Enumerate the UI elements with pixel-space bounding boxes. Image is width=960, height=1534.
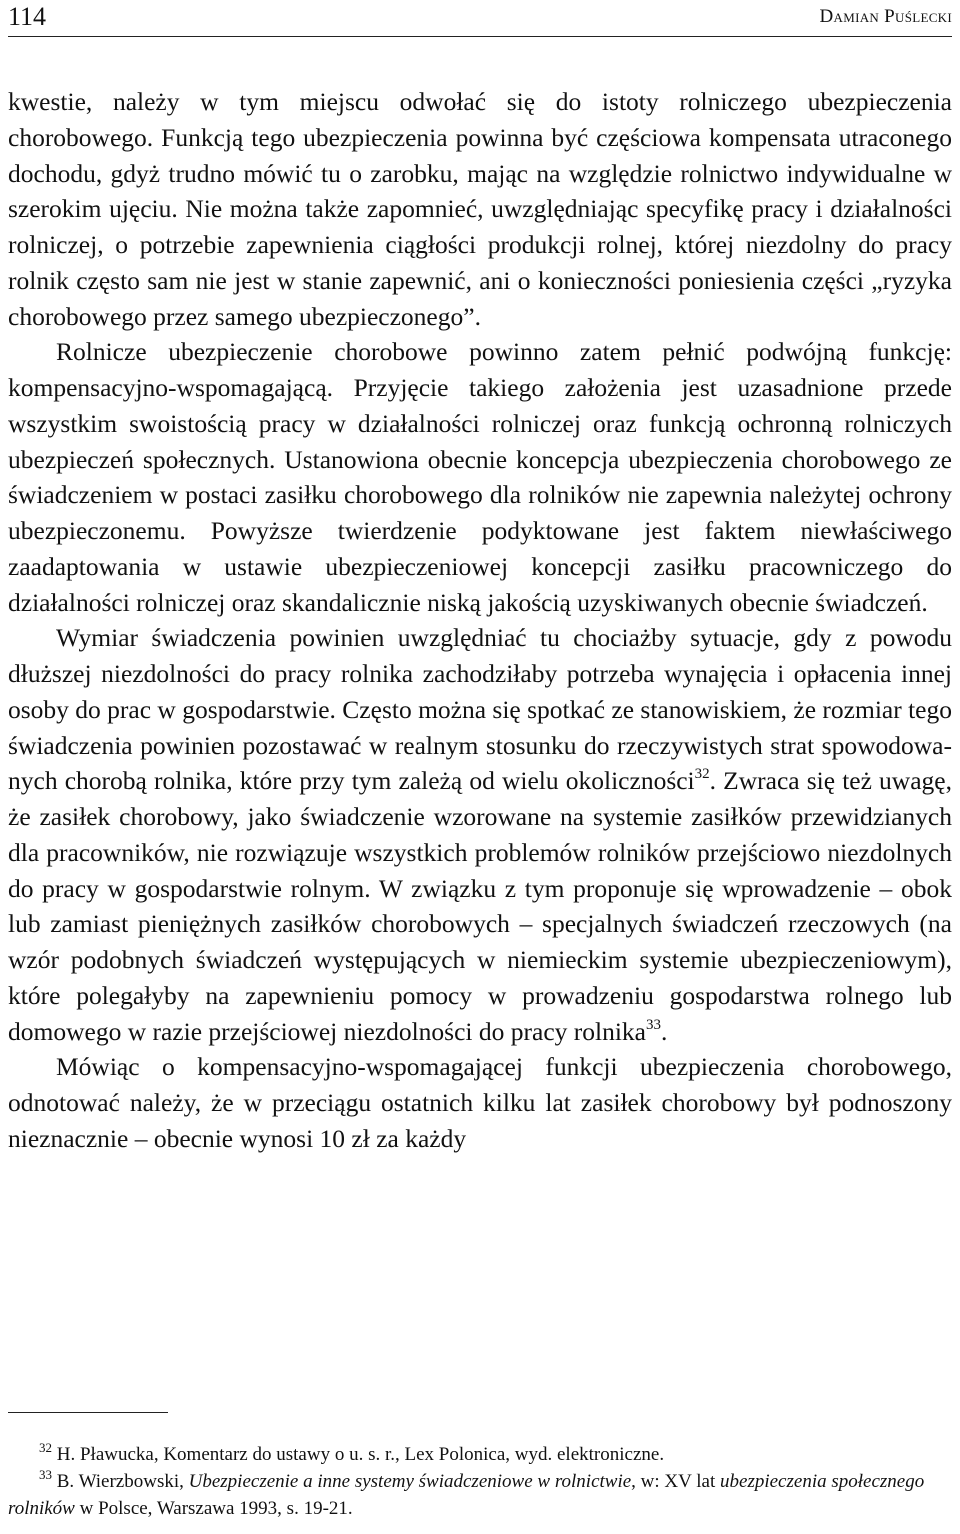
footnotes [8,1441,952,1522]
paragraph-2-text: Rolnicze ubezpieczenie chorobowe powinno zatem pełnić podwójną funkcję: kompensacyjno-wspomagającą. Przyjęcie takiego założenia jest uzasadnione przede wszystkim swoistością pracy w działalności rolniczej oraz funkcją ochronną rolniczych ubezpieczeń społecznych. Ustanowiona obecnie koncepcja ubezpieczenia chorobowego ze świadczeniem w postaci zasiłku chorobowego dla rolników nie zapewnia należytej ochrony ubezpieczonemu. Powyższe twierdzenie podyktowane jest faktem niewłaściwego zaadaptowania w ustawie ubezpieczeniowej koncepcji zasiłku pracowniczego do działalności rolniczej oraz skandalicznie niską jakością uzyskiwanych obecnie świadczeń. [8,337,952,617]
footnote-32 [8,1441,952,1468]
paragraph-1-text: kwestie, należy w tym miejscu odwołać się do istoty rolniczego ubezpieczenia chorobowego. Funkcją tego ubezpieczenia powinna być częściowa kompensata utraconego dochodu, gdyż trudno mówić tu o zarobku, mając na względzie rolnictwo indywidualne w szerokim ujęciu. Nie można także zapomnieć, uwzględniając specyfikę pracy i działalności rolniczej, o potrzebie zapewnienia ciągłości produkcji rolnej, której niezdolny do pracy rolnik często sam nie jest w stanie zapewnić, ani o konieczności poniesienia części „ryzyka chorobowego przez samego ubezpieczonego”. [8,87,952,331]
paragraph-2 [8,334,952,620]
body-text [8,84,952,1157]
paragraph-3-text-c: . [661,1016,668,1046]
running-head-author: Damian Puślecki [819,6,952,27]
footnote-text-mid: , w: XV lat [631,1471,721,1492]
paragraph-4 [8,1049,952,1156]
running-header [8,0,952,37]
footnote-text-pre: B. Wierzbowski, [56,1471,189,1492]
footnote-number: 33 [39,1467,52,1482]
footnote-text: H. Pławucka, Komentarz do ustawy o u. s. r., Lex Polonica, wyd. elektroniczne. [56,1444,665,1465]
footnote-divider [8,1412,168,1413]
footnote-33 [8,1468,952,1522]
footnote-collection-title: ubezpieczenia społecznego rolników [8,1471,925,1519]
footnote-book-title: Ubezpieczenie a inne systemy świadczeniowe w rolnictwie [188,1471,632,1492]
paragraph-3 [8,620,952,1049]
paragraph-4-text: Mówiąc o kompensacyjno-wspomagającej funkcji ubezpieczenia chorobowego, odnotować należy, że w przeciągu ostatnich kilku lat zasiłek chorobowy był podnoszony nieznacznie – obecnie wynosi 10 zł za każdy [8,1052,952,1153]
footnote-number: 32 [39,1440,52,1455]
paragraph-3-text-b: . Zwraca się też uwagę, że zasiłek chorobowy, jako świadczenie wzorowane na systemie zasiłków przewidzianych dla pracowników, nie rozwiązuje wszystkich problemów rolników przejściowo niezdolnych do pracy w gospodarstwie rolnym. W związku z tym proponuje się wprowadzenie – obok lub zamiast pieniężnych zasiłków chorobowych – specjalnych świadczeń rzeczowych (na wzór podobnych świadczeń występujących w niemieckim systemie ubezpieczeniowym), które polegałyby na zapewnieniu pomocy w prowadzeniu gospodarstwa rolnego lub domowego w razie przejściowej niezdolności do pracy rolnika [8,766,952,1046]
paragraph-3-text-a: Wymiar świadczenia powinien uwzględniać tu chociażby sytuacje, gdy z powodu dłuższej niezdolności do pracy rolnika zachodziłaby potrzeba wynajęcia i opłacenia innej osoby do prac w gospodarstwie. Często można się spotkać ze stanowiskiem, że rozmiar tego świadczenia powinien pozostawać w realnym stosunku do rzeczywistych strat spowodowanych chorobą rolnika, które przy tym zależą od wielu okoliczności [8,623,952,796]
paragraph-1 [8,84,952,334]
footnote-text-post: w Polsce, Warszawa 1993, s. 19-21. [74,1498,353,1519]
footnote-ref-32[interactable]: 32 [694,766,710,783]
page-number: 114 [8,2,47,31]
footnote-ref-33[interactable]: 33 [646,1016,661,1033]
